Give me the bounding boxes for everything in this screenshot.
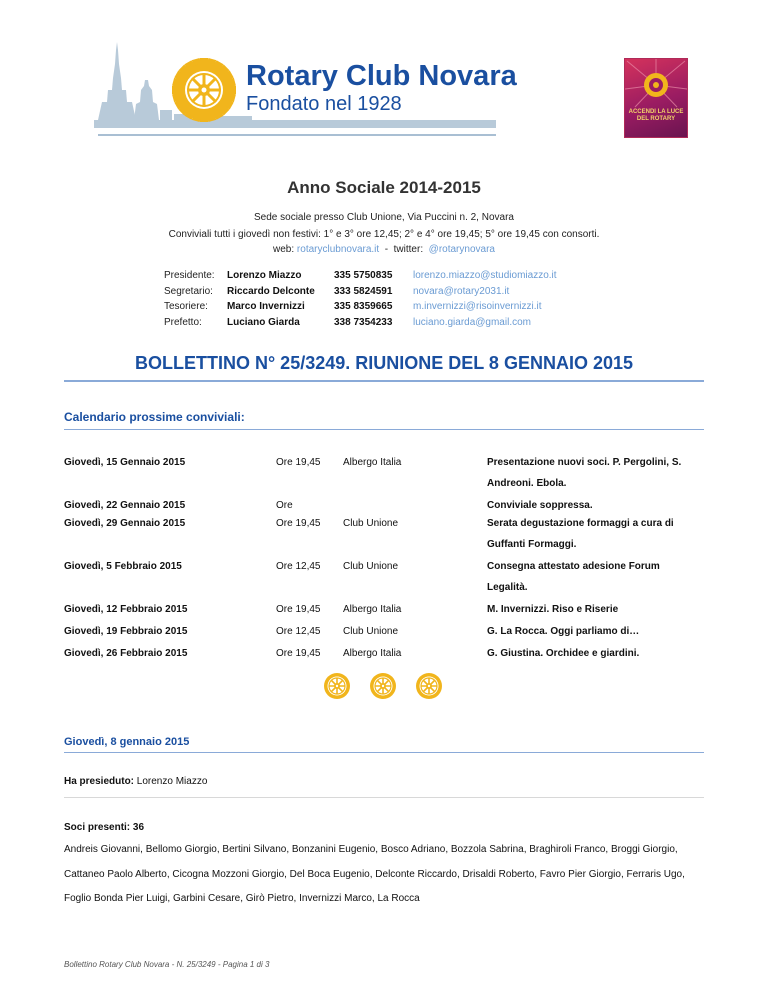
officer-name: Marco Invernizzi	[227, 301, 305, 312]
calendar-time: Ore 19,45	[276, 604, 321, 615]
calendar-date: Giovedì, 12 Febbraio 2015	[64, 604, 188, 615]
calendar-time: Ore	[276, 500, 293, 511]
officer-row	[164, 270, 557, 286]
officer-row	[164, 317, 557, 333]
officer-row	[164, 286, 557, 302]
officer-name: Lorenzo Miazzo	[227, 270, 302, 281]
calendar-date: Giovedì, 19 Febbraio 2015	[64, 626, 188, 637]
officer-phone: 335 8359665	[334, 301, 393, 312]
rotary-wheels-divider-icon	[322, 671, 446, 701]
info-sede: Sede sociale presso Club Unione, Via Puccini n. 2, Novara	[254, 212, 514, 223]
bulletin-title: BOLLETTINO N° 25/3249. RIUNIONE DEL 8 GENNAIO 2015	[135, 353, 633, 373]
calendar-place: Club Unione	[343, 626, 399, 637]
calendar-time: Ore 19,45	[276, 457, 321, 468]
theme-badge	[624, 58, 688, 138]
officer-name: Riccardo Delconte	[227, 285, 315, 297]
twitter-link[interactable]: @rotarynovara	[428, 244, 495, 255]
calendar-date: Giovedì, 22 Gennaio 2015	[64, 500, 186, 511]
calendar-description: Conviviale soppressa.	[487, 500, 593, 511]
web-label: web:	[273, 244, 295, 255]
calendar-date: Giovedì, 26 Febbraio 2015	[64, 648, 188, 659]
bulletin-divider	[64, 380, 704, 382]
calendar-time: Ore 19,45	[276, 518, 321, 529]
calendar-date: Giovedì, 15 Gennaio 2015	[64, 457, 186, 468]
calendar-place: Albergo Italia	[343, 648, 402, 659]
officer-phone: 335 5750835	[334, 270, 393, 281]
calendar-time: Ore 12,45	[276, 626, 321, 637]
calendar-description: M. Invernizzi. Riso e Riserie	[487, 604, 619, 615]
calendar-place: Albergo Italia	[343, 604, 402, 615]
page-footer: Bollettino Rotary Club Novara - N. 25/3249 - Pagina 1 di 3	[64, 960, 270, 969]
officer-email-link[interactable]: luciano.giarda@gmail.com	[413, 316, 531, 328]
calendar-place: Club Unione	[343, 518, 399, 529]
present-members-title: Soci presenti: 36	[64, 822, 145, 833]
officer-role: Prefetto:	[164, 316, 202, 328]
calendar-heading: Calendario prossime conviviali:	[64, 410, 245, 424]
calendar-place: Club Unione	[343, 561, 399, 572]
web-link[interactable]: rotaryclubnovara.it	[296, 244, 380, 255]
presided-divider	[64, 797, 704, 798]
calendar-description: G. Giustina. Orchidee e giardini.	[487, 648, 640, 659]
calendar-description: G. La Rocca. Oggi parliamo di…	[487, 626, 640, 637]
theme-badge-icon	[625, 59, 687, 137]
officer-role: Segretario:	[164, 285, 213, 297]
officer-email-link[interactable]: novara@rotary2031.it	[413, 285, 510, 297]
officer-email-link[interactable]: lorenzo.miazzo@studiomiazzo.it	[413, 270, 557, 281]
club-name: Rotary Club Novara	[246, 60, 517, 92]
theme-badge-text: ACCENDI LA LUCE DEL ROTARY	[628, 109, 684, 122]
meeting-divider	[64, 752, 704, 753]
twitter-label: twitter:	[393, 244, 424, 255]
calendar-description: Presentazione nuovi soci. P. Pergolini, S. Andreoni. Ebola.	[487, 457, 682, 489]
calendar-divider	[64, 429, 704, 430]
officer-phone: 333 5824591	[334, 285, 393, 297]
calendar-date: Giovedì, 5 Febbraio 2015	[64, 561, 182, 572]
present-members-list: Andreis Giovanni, Bellomo Giorgio, Bertini Silvano, Bonzanini Eugenio, Bosco Adriano, Bozzola Sabrina, Braghiroli Franco, Broggi Giorgio, Cattaneo Paolo Alberto, Cicogna Mozzoni Giorgio, Del Boca Eugenio, Delconte Riccardo, Drisaldi Roberto, Favro Pier Giorgio, Ferraris Ugo, Foglio Bonda Pier Luigi, Garbini Cesare, Girò Pietro, Invernizzi Marco, La Rocca	[64, 844, 685, 904]
presided-line	[64, 776, 207, 787]
year-title: Anno Sociale 2014-2015	[287, 178, 481, 197]
officer-row	[164, 301, 557, 317]
calendar-place: Albergo Italia	[343, 457, 402, 468]
officer-phone: 338 7354233	[334, 316, 393, 328]
officers-table	[164, 270, 557, 332]
info-web	[0, 244, 768, 255]
officer-name: Luciano Giarda	[227, 316, 300, 328]
calendar-description: Serata degustazione formaggi a cura di Guffanti Formaggi.	[487, 518, 674, 550]
rotary-wheel-icon	[172, 58, 236, 122]
officer-role: Presidente:	[164, 270, 215, 281]
calendar-time: Ore 12,45	[276, 561, 321, 572]
officer-email-link[interactable]: m.invernizzi@risoinvernizzi.it	[413, 301, 542, 312]
calendar-description: Consegna attestato adesione Forum Legalità.	[487, 561, 660, 593]
header-divider	[98, 134, 496, 136]
officer-role: Tesoriere:	[164, 301, 208, 312]
calendar-date: Giovedì, 29 Gennaio 2015	[64, 518, 186, 529]
info-separator: -	[384, 244, 389, 255]
presided-label: Ha presieduto:	[64, 776, 135, 787]
meeting-heading: Giovedì, 8 gennaio 2015	[64, 736, 190, 748]
club-founded: Fondato nel 1928	[246, 93, 402, 115]
presided-name: Lorenzo Miazzo	[136, 776, 208, 787]
info-conviviali: Conviviali tutti i giovedì non festivi: 1° e 3° ore 12,45; 2° e 4° ore 19,45; 5° ore 19,45 con consorti.	[168, 229, 600, 240]
calendar-time: Ore 19,45	[276, 648, 321, 659]
